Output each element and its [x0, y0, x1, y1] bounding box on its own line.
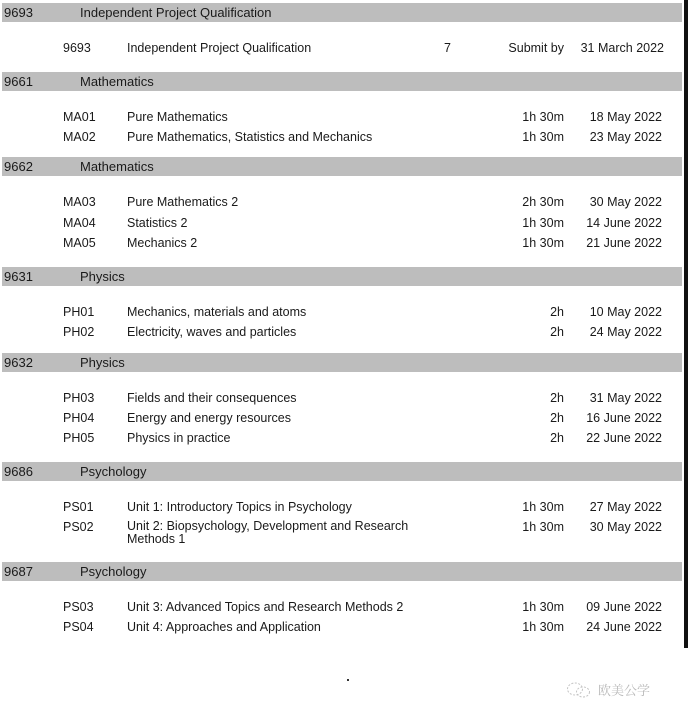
section-title: Psychology	[80, 564, 147, 579]
unit-date: 18 May 2022	[589, 110, 662, 124]
table-row	[0, 195, 684, 213]
unit-duration: 1h 30m	[522, 500, 564, 514]
unit-title: Statistics 2	[127, 216, 188, 230]
table-row	[0, 520, 684, 550]
unit-date: 10 May 2022	[589, 305, 662, 319]
unit-duration: 1h 30m	[522, 520, 564, 534]
unit-duration: 2h	[550, 325, 564, 339]
unit-duration: Submit by	[508, 41, 564, 55]
table-row	[0, 411, 684, 429]
unit-title: Fields and their consequences	[127, 391, 297, 405]
unit-code: PS04	[63, 620, 94, 634]
unit-title: Unit 4: Approaches and Application	[127, 620, 321, 634]
unit-code: MA05	[63, 236, 96, 250]
unit-date: 21 June 2022	[586, 236, 662, 250]
unit-title: Unit 1: Introductory Topics in Psychology	[127, 500, 352, 514]
unit-code: PH04	[63, 411, 95, 425]
section-code: 9686	[4, 464, 33, 479]
section-title: Psychology	[80, 464, 147, 479]
table-row	[0, 500, 684, 518]
table-row	[0, 216, 684, 234]
unit-duration: 1h 30m	[522, 110, 564, 124]
unit-code: PH02	[63, 325, 95, 339]
section-header	[2, 157, 682, 176]
unit-duration: 1h 30m	[522, 216, 564, 230]
unit-date: 30 May 2022	[589, 520, 662, 534]
unit-date: 31 May 2022	[589, 391, 662, 405]
unit-code: PH05	[63, 431, 95, 445]
unit-code: 9693	[63, 41, 91, 55]
section-title: Physics	[80, 269, 125, 284]
section-header	[2, 562, 682, 581]
unit-date: 30 May 2022	[589, 195, 662, 209]
unit-title: Unit 3: Advanced Topics and Research Methods 2	[127, 600, 404, 614]
section-header	[2, 72, 682, 91]
unit-duration: 1h 30m	[522, 600, 564, 614]
unit-code: MA03	[63, 195, 96, 209]
table-row	[0, 110, 684, 128]
unit-date: 22 June 2022	[586, 431, 662, 445]
unit-date: 14 June 2022	[586, 216, 662, 230]
unit-title: Physics in practice	[127, 431, 231, 445]
unit-title: Pure Mathematics	[127, 110, 228, 124]
section-code: 9631	[4, 269, 33, 284]
section-header	[2, 353, 682, 372]
unit-title: Unit 2: Biopsychology, Development and Research Methods 1	[127, 519, 409, 546]
unit-duration: 2h	[550, 411, 564, 425]
section-header	[2, 462, 682, 481]
unit-title: Mechanics 2	[127, 236, 198, 250]
unit-date: 31 March 2022	[580, 41, 664, 55]
unit-date: 16 June 2022	[586, 411, 662, 425]
unit-title: Independent Project Qualification	[127, 41, 312, 55]
section-title: Mathematics	[80, 159, 154, 174]
unit-title: Electricity, waves and particles	[127, 325, 297, 339]
unit-duration: 2h	[550, 305, 564, 319]
unit-code: PS02	[63, 520, 94, 534]
unit-date: 24 June 2022	[586, 620, 662, 634]
unit-date: 27 May 2022	[589, 500, 662, 514]
section-code: 9632	[4, 355, 33, 370]
unit-code: PH03	[63, 391, 95, 405]
page-edge-divider	[684, 0, 688, 648]
unit-title: Pure Mathematics, Statistics and Mechanics	[127, 130, 373, 144]
section-title: Independent Project Qualification	[80, 5, 272, 20]
watermark-text: 欧美公学	[598, 683, 651, 698]
unit-code: PS03	[63, 600, 94, 614]
table-row	[0, 600, 684, 618]
unit-date: 09 June 2022	[586, 600, 662, 614]
unit-title: Energy and energy resources	[127, 411, 291, 425]
wechat-icon	[566, 681, 592, 699]
table-row	[0, 305, 684, 323]
unit-code: MA04	[63, 216, 96, 230]
unit-level: 7	[444, 41, 451, 55]
unit-date: 24 May 2022	[589, 325, 662, 339]
watermark	[566, 680, 650, 699]
unit-code: PS01	[63, 500, 94, 514]
table-row	[0, 391, 684, 409]
section-code: 9661	[4, 74, 33, 89]
table-row	[0, 431, 684, 449]
table-row	[0, 41, 684, 59]
unit-duration: 2h	[550, 391, 564, 405]
unit-date: 23 May 2022	[589, 130, 662, 144]
unit-duration: 1h 30m	[522, 236, 564, 250]
section-header	[2, 3, 682, 22]
unit-code: MA01	[63, 110, 96, 124]
section-title: Physics	[80, 355, 125, 370]
table-row	[0, 620, 684, 638]
section-code: 9662	[4, 159, 33, 174]
unit-duration: 2h	[550, 431, 564, 445]
table-row	[0, 236, 684, 254]
section-title: Mathematics	[80, 74, 154, 89]
section-code: 9693	[4, 5, 33, 20]
unit-duration: 1h 30m	[522, 130, 564, 144]
section-code: 9687	[4, 564, 33, 579]
section-header	[2, 267, 682, 286]
table-row	[0, 325, 684, 343]
unit-title: Pure Mathematics 2	[127, 195, 239, 209]
unit-code: PH01	[63, 305, 95, 319]
unit-duration: 2h 30m	[522, 195, 564, 209]
table-row	[0, 130, 684, 148]
unit-duration: 1h 30m	[522, 620, 564, 634]
unit-code: MA02	[63, 130, 96, 144]
unit-title: Mechanics, materials and atoms	[127, 305, 307, 319]
stray-dot	[347, 679, 349, 681]
